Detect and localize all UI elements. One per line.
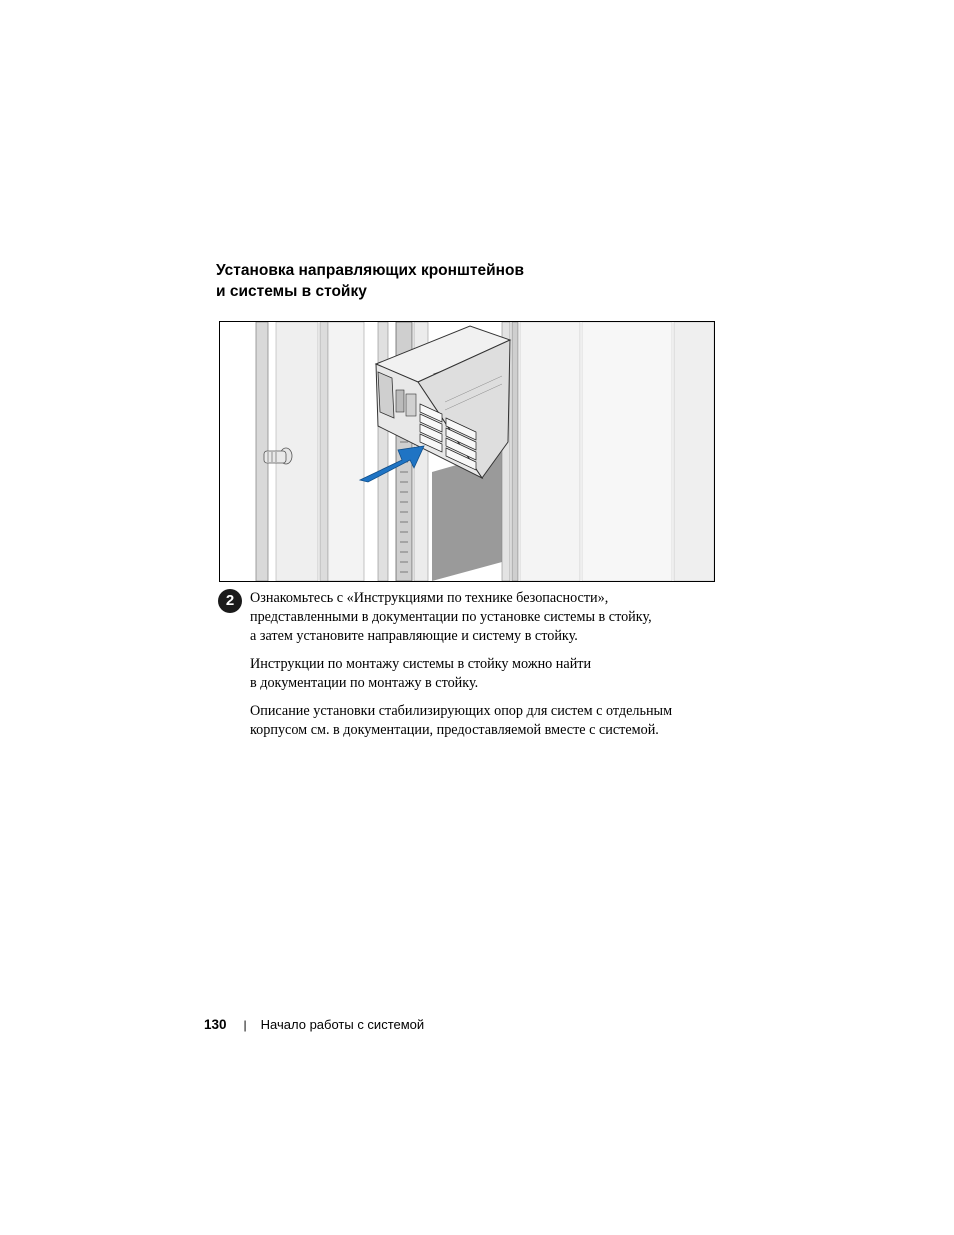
step-paragraph-1-line-2: представленными в документации по установке системы в стойку,: [250, 609, 652, 625]
rack-illustration-svg: [220, 322, 714, 581]
step-paragraph-3: [250, 702, 720, 740]
step-paragraph-2-line-2: в документации по монтажу в стойку.: [250, 675, 479, 691]
footer-section-name: Начало работы с системой: [260, 1017, 425, 1032]
step-paragraph-1-line-1: Ознакомьтесь с «Инструкциями по технике безопасности»,: [250, 590, 609, 606]
page-number: 130: [204, 1017, 227, 1032]
step-instructions: [250, 589, 720, 749]
step-number-badge: 2: [218, 589, 242, 613]
rack-installation-illustration: [219, 321, 715, 582]
step-paragraph-2-line-1: Инструкции по монтажу системы в стойку можно найти: [250, 656, 592, 672]
page-footer: [204, 1015, 424, 1035]
step-paragraph-1-line-3: а затем установите направляющие и систему в стойку.: [250, 628, 578, 644]
section-title-line-2: и системы в стойку: [216, 283, 367, 300]
section-title: [216, 260, 736, 302]
step-paragraph-3-line-1: Описание установки стабилизирующих опор для систем с отдельным: [250, 703, 673, 719]
step-paragraph-3-line-2: корпусом см. в документации, предоставляемой вместе с системой.: [250, 722, 659, 738]
step-paragraph-1: [250, 589, 720, 646]
footer-separator: |: [243, 1018, 247, 1032]
step-paragraph-2: [250, 655, 720, 693]
section-title-line-1: Установка направляющих кронштейнов: [216, 262, 525, 279]
